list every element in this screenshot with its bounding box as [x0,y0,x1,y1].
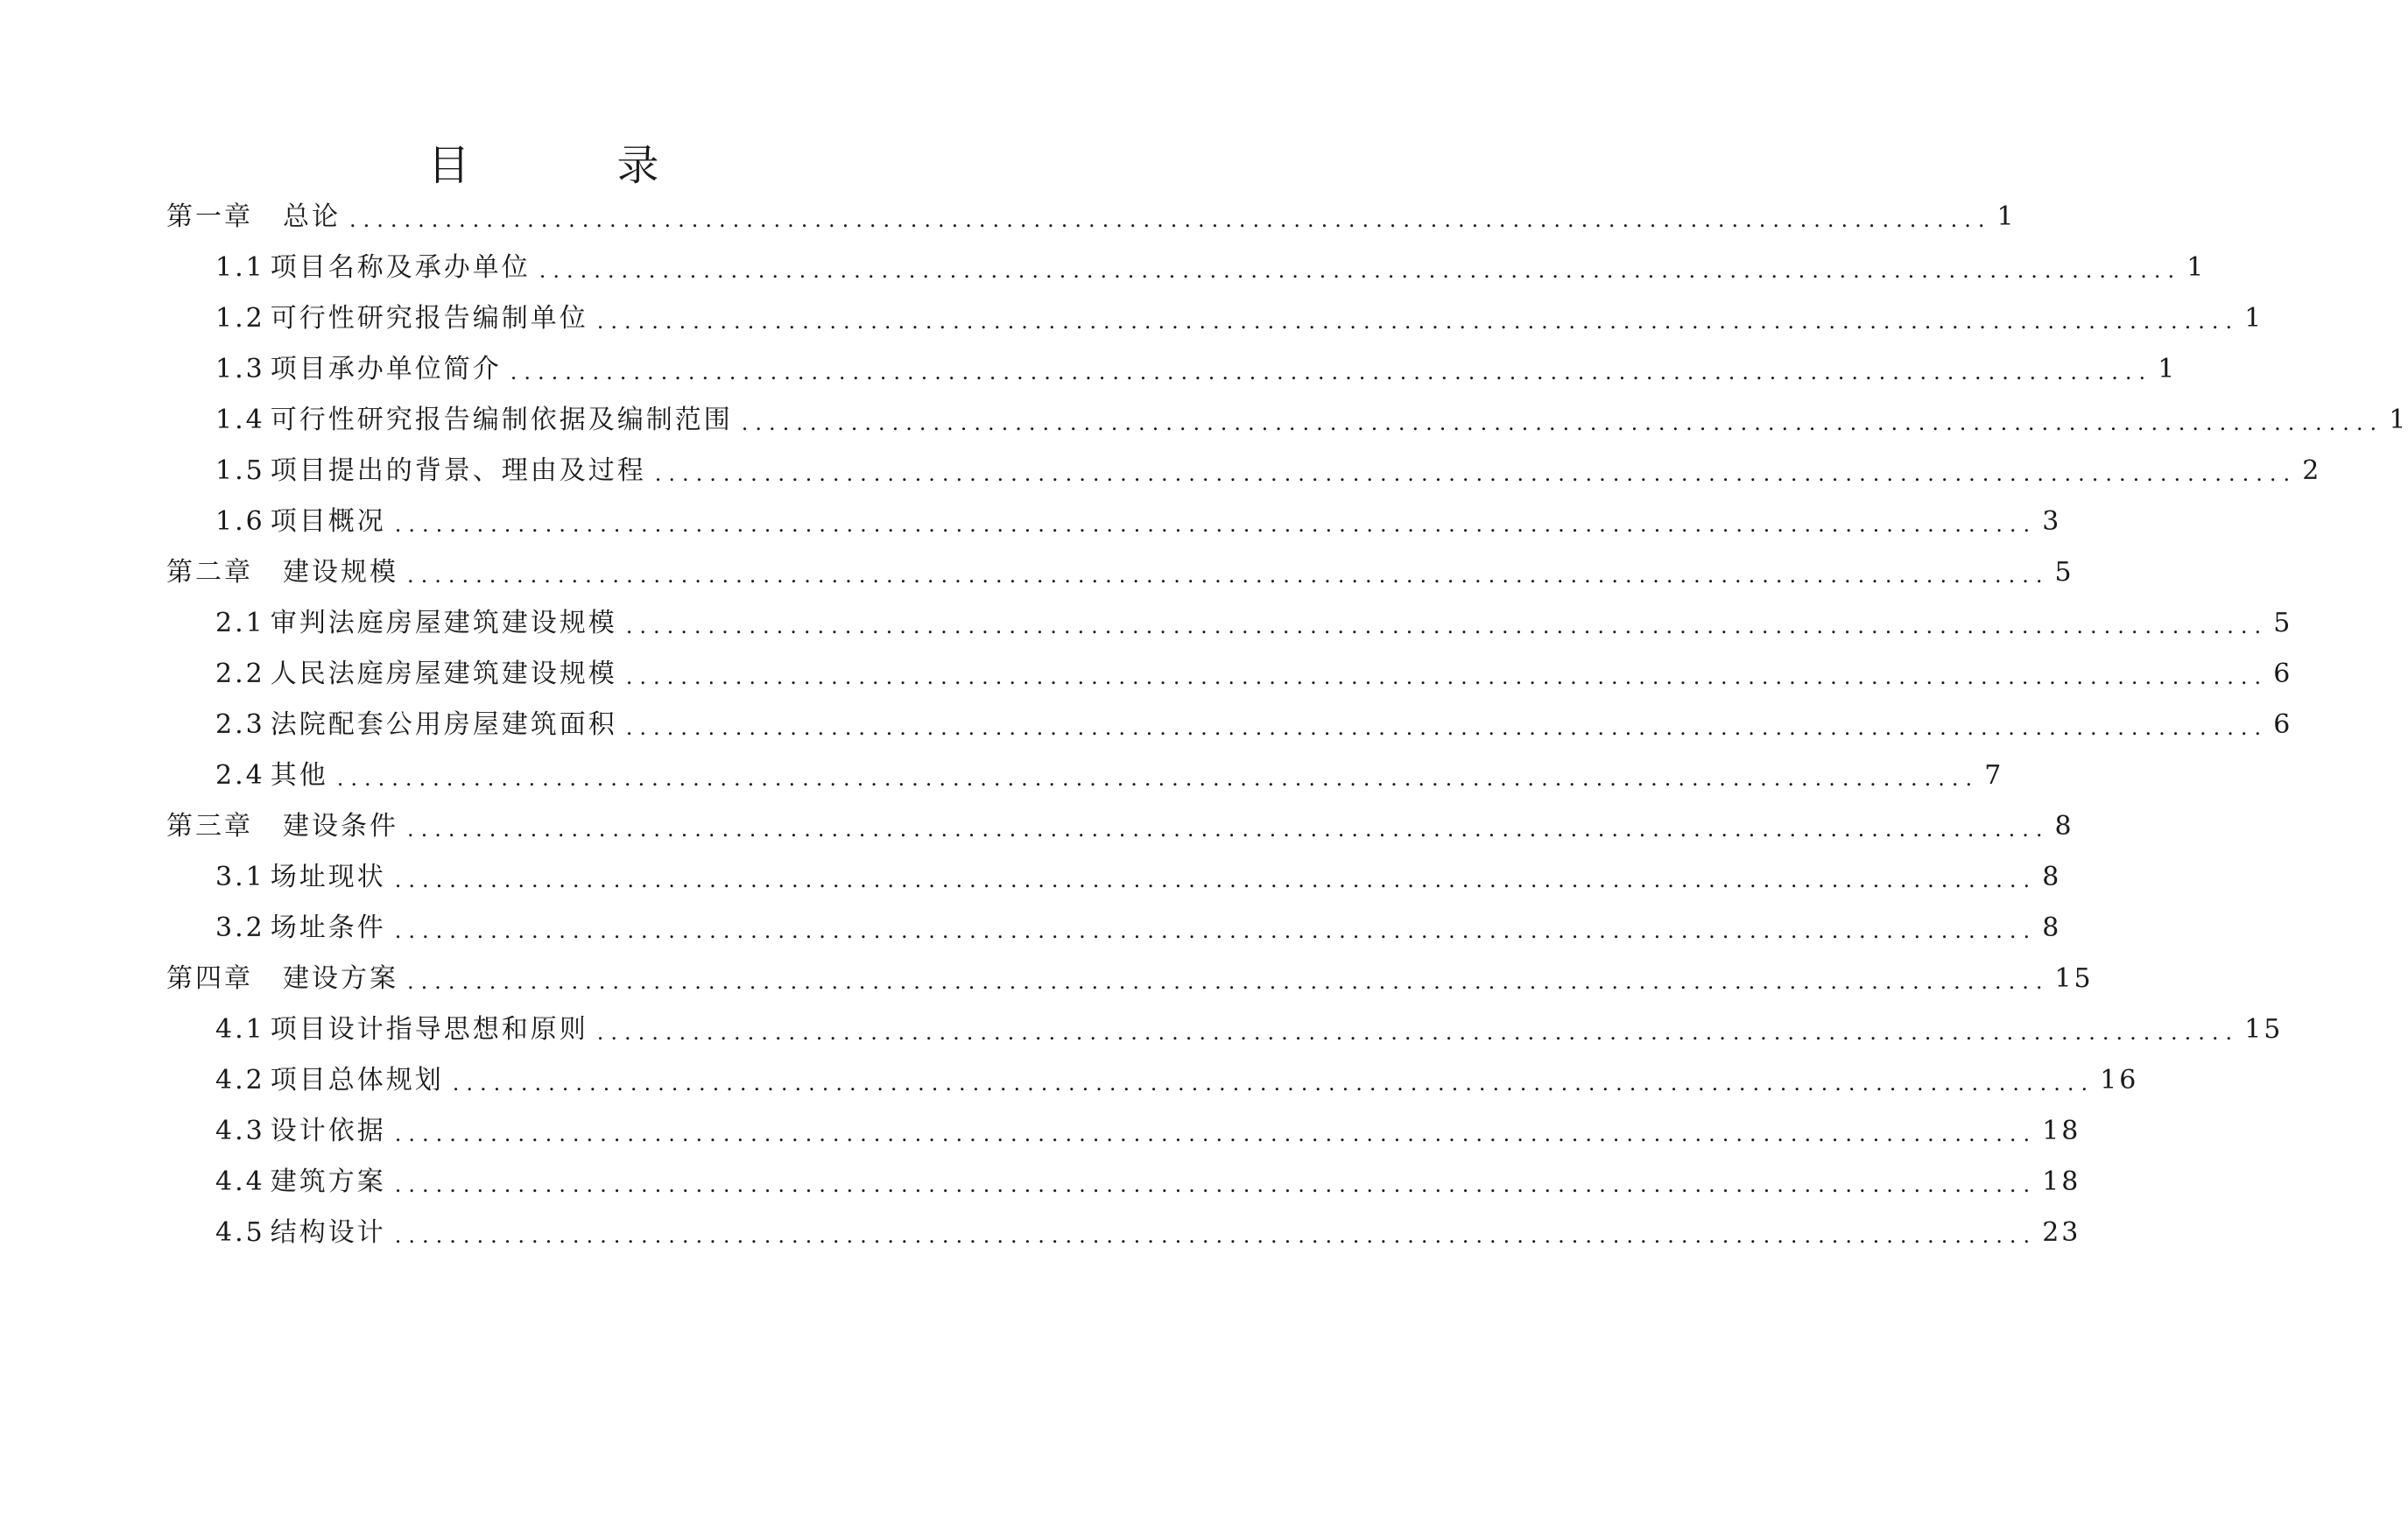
toc-page-number: 16 [2100,1065,2139,1096]
toc-entry-text: 项目概况 [270,506,386,537]
toc-entry-number: 3.2 [215,912,265,943]
toc-section-entry[interactable] [215,758,2004,793]
toc-entry-label [215,1165,386,1200]
toc-entry-label [215,708,617,743]
toc-entry-number: 2.3 [215,709,265,740]
toc-entry-text: 项目承办单位简介 [270,354,502,384]
toc-entry-text: 项目提出的背景、理由及过程 [270,455,646,486]
toc-dot-leader: ........................................................................................................................ [394,512,2038,537]
toc-section-entry[interactable] [215,657,2293,692]
toc-section-entry[interactable] [215,911,2062,946]
toc-entry-label [215,911,386,946]
toc-entry-label [166,809,398,844]
toc-page-number: 8 [2054,811,2074,842]
toc-page-number: 1 [2186,252,2207,283]
toc-page-number: 6 [2273,709,2293,740]
toc-dot-leader: ........................................................................................................................ [625,665,2269,689]
toc-entry-text: 项目名称及承办单位 [270,252,531,283]
toc-entry-number: 4.1 [215,1014,265,1045]
toc-page-number: 1 [2389,405,2408,435]
toc-section-entry[interactable] [215,606,2293,641]
toc-dot-leader: ........................................................................................................................ [349,208,1992,232]
toc-entry-text: 其他 [270,760,328,791]
toc-section-entry[interactable] [215,1215,2081,1251]
toc-page-number: 3 [2042,506,2062,537]
toc-entry-text: 可行性研究报告编制依据及编制范围 [270,405,733,435]
toc-page-number: 1 [1996,201,2017,232]
toc-entry-number: 1.6 [215,506,265,537]
toc-entry-number: 2.2 [215,659,265,689]
toc-entry-number: 4.3 [215,1116,265,1146]
toc-page-number: 6 [2273,659,2293,689]
toc-entry-text: 总论 [283,201,341,232]
toc-page-number: 18 [2042,1116,2081,1146]
toc-entry-label [215,606,617,641]
toc-section-entry[interactable] [215,403,2408,438]
toc-entry-text: 结构设计 [270,1217,386,1248]
toc-dot-leader: ........................................................................................................................ [394,868,2038,892]
toc-section-entry[interactable] [215,708,2293,743]
toc-dot-leader: ........................................................................................................................ [407,563,2050,588]
toc-dot-leader: ........................................................................................................................ [741,411,2384,435]
toc-section-entry[interactable] [215,860,2062,895]
toc-dot-leader: ........................................................................................................................ [407,969,2050,994]
toc-dot-leader: ........................................................................................................................ [394,1223,2038,1248]
toc-entry-label [215,504,386,539]
toc-entry-text: 场址现状 [270,862,386,892]
toc-entry-text: 法院配套公用房屋建筑面积 [270,709,617,740]
toc-page-number: 5 [2273,608,2293,638]
toc-entry-number: 第三章 [166,811,253,842]
toc-entry-label [166,962,398,997]
toc-dot-leader: ........................................................................................................................ [452,1071,2095,1096]
toc-page-number: 15 [2244,1014,2284,1045]
toc-section-entry[interactable] [215,1114,2081,1149]
toc-dot-leader: ........................................................................................................................ [539,258,2182,283]
toc-entry-label [215,657,617,692]
toc-chapter-entry[interactable] [166,555,2074,590]
toc-page-number: 15 [2054,963,2094,994]
toc-dot-leader: ........................................................................................................................ [625,715,2269,740]
toc-section-entry[interactable] [215,352,2178,387]
toc-entry-number: 第一章 [166,201,253,232]
toc-section-entry[interactable] [215,504,2062,539]
toc-entry-text: 可行性研究报告编制单位 [270,303,588,334]
toc-entry-text: 建筑方案 [270,1166,386,1197]
toc-entry-label [166,555,398,590]
toc-dot-leader: ........................................................................................................................ [407,817,2050,842]
toc-page-number: 2 [2302,455,2322,486]
toc-entry-label [215,403,733,438]
toc-entry-number: 1.1 [215,252,265,283]
toc-page-number: 5 [2054,557,2074,588]
toc-dot-leader: ........................................................................................................................ [625,614,2269,638]
toc-dot-leader: ........................................................................................................................ [510,360,2153,384]
toc-entry-label [215,301,588,336]
toc-page-number: 8 [2042,912,2062,943]
toc-entry-text: 设计依据 [270,1116,386,1146]
toc-section-entry[interactable] [215,250,2207,285]
toc-chapter-entry[interactable] [166,200,2017,235]
toc-title: 目 录 [427,141,712,190]
toc-chapter-entry[interactable] [166,809,2074,844]
toc-entry-number: 4.5 [215,1217,265,1248]
toc-entry-number: 4.4 [215,1166,265,1197]
toc-dot-leader: ........................................................................................................................ [394,919,2038,943]
toc-section-entry[interactable] [215,1165,2081,1200]
toc-entry-number: 4.2 [215,1065,265,1096]
toc-entry-label [215,1114,386,1149]
toc-section-entry[interactable] [215,1063,2139,1098]
toc-page-number: 23 [2042,1217,2081,1248]
toc-entry-text: 场址条件 [270,912,386,943]
toc-page-number: 18 [2042,1166,2081,1197]
toc-entry-number: 1.5 [215,455,265,486]
toc-chapter-entry[interactable] [166,962,2094,997]
toc-entry-label [215,352,502,387]
toc-page-number: 1 [2244,303,2264,334]
toc-entry-number: 1.2 [215,303,265,334]
toc-entry-text: 建设规模 [283,557,398,588]
toc-entry-label [166,200,341,235]
toc-entry-label [215,860,386,895]
toc-section-entry[interactable] [215,301,2264,336]
toc-entry-label [215,1012,588,1047]
toc-entry-label [215,250,531,285]
toc-entry-label [215,454,646,489]
toc-page-number: 7 [1984,760,2004,791]
toc-entry-text: 项目总体规划 [270,1065,444,1096]
toc-entry-text: 审判法庭房屋建筑建设规模 [270,608,617,638]
toc-dot-leader: ........................................................................................................................ [336,766,1980,791]
toc-entry-number: 第二章 [166,557,253,588]
toc-entry-text: 建设条件 [283,811,398,842]
toc-entry-number: 2.1 [215,608,265,638]
toc-entry-label [215,758,328,793]
toc-entry-label [215,1215,386,1251]
toc-page-number: 1 [2158,354,2178,384]
toc-entry-number: 2.4 [215,760,265,791]
toc-section-entry[interactable] [215,1012,2284,1047]
toc-entry-number: 3.1 [215,862,265,892]
toc-entry-number: 1.3 [215,354,265,384]
toc-entry-label [215,1063,444,1098]
toc-dot-leader: ........................................................................................................................ [394,1173,2038,1197]
toc-dot-leader: ........................................................................................................................ [596,309,2240,334]
toc-dot-leader: ........................................................................................................................ [596,1020,2240,1045]
toc-entry-text: 项目设计指导思想和原则 [270,1014,588,1045]
toc-page-number: 8 [2042,862,2062,892]
toc-entry-text: 建设方案 [283,963,398,994]
toc-section-entry[interactable] [215,454,2322,489]
toc-dot-leader: ........................................................................................................................ [394,1122,2038,1146]
toc-entry-text: 人民法庭房屋建筑建设规模 [270,659,617,689]
toc-entry-number: 第四章 [166,963,253,994]
toc-entry-number: 1.4 [215,405,265,435]
toc-dot-leader: ........................................................................................................................ [654,462,2298,486]
